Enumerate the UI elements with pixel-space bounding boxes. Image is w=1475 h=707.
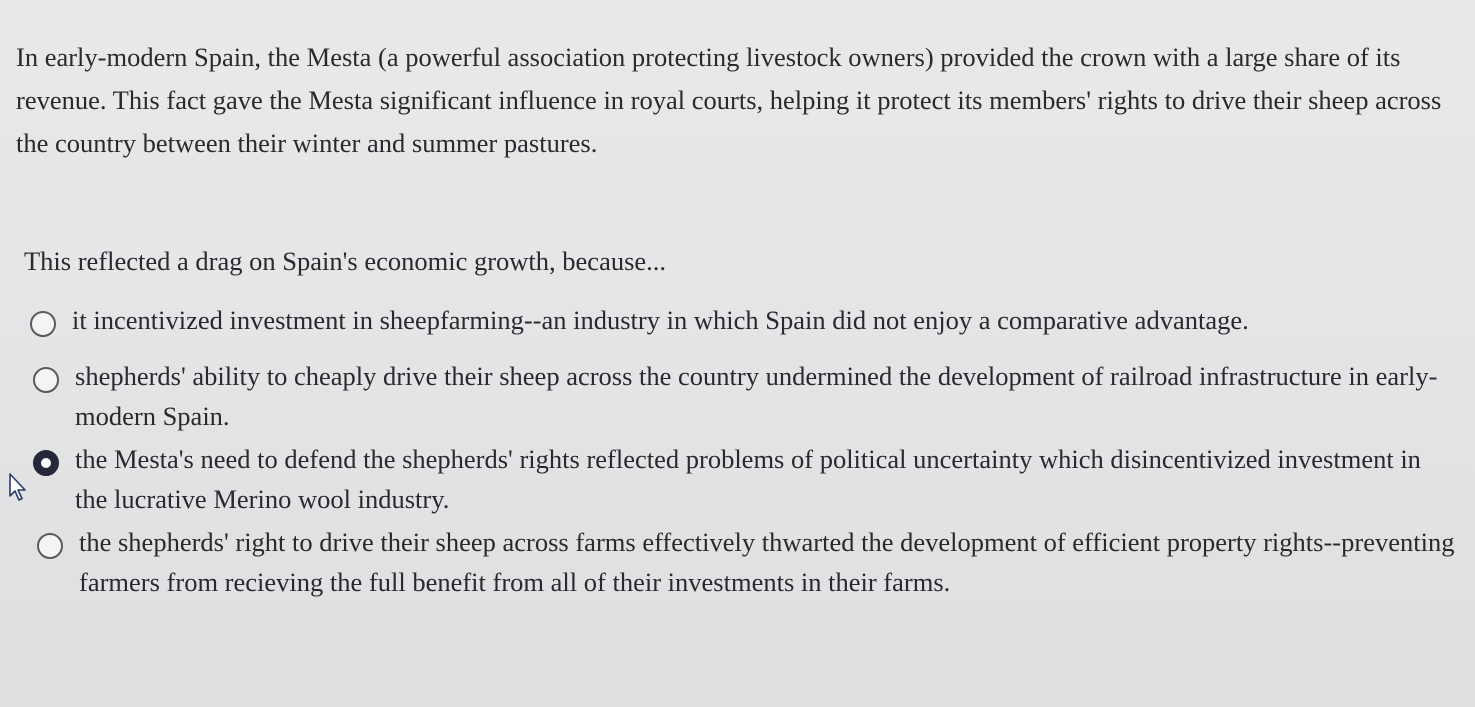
mouse-pointer-icon [8, 472, 28, 502]
answer-option-1[interactable] [30, 300, 1450, 340]
radio-button-3-selected[interactable] [33, 450, 59, 476]
answer-option-3-text: the Mesta's need to defend the shepherds' rights reflected problems of political uncertainty which disincentivized investment in the lucrative Merino wool industry. [75, 444, 1421, 514]
radio-button-2[interactable] [33, 367, 59, 393]
answer-option-4[interactable] [37, 522, 1457, 602]
answer-option-4-text: the shepherds' right to drive their sheep across farms effectively thwarted the development of efficient property rights--preventing farmers from recieving the full benefit from all of their investments in their farms. [79, 527, 1455, 597]
radio-button-1[interactable] [30, 311, 56, 337]
question-prompt: This reflected a drag on Spain's economic growth, because... [24, 246, 667, 276]
answer-option-2[interactable] [33, 356, 1463, 436]
question-passage: In early-modern Spain, the Mesta (a powerful association protecting livestock owners) provided the crown with a large share of its revenue. This fact gave the Mesta significant influence in royal courts, helping it protect its members' rights to drive their sheep across the country between their winter and summer pastures. [16, 42, 1442, 158]
answer-option-1-text: it incentivized investment in sheepfarming--an industry in which Spain did not enjoy a comparative advantage. [72, 305, 1249, 335]
answer-option-3[interactable] [33, 439, 1433, 519]
radio-button-4[interactable] [37, 533, 63, 559]
answer-option-2-text: shepherds' ability to cheaply drive their sheep across the country undermined the development of railroad infrastructure in early-modern Spain. [75, 361, 1438, 431]
